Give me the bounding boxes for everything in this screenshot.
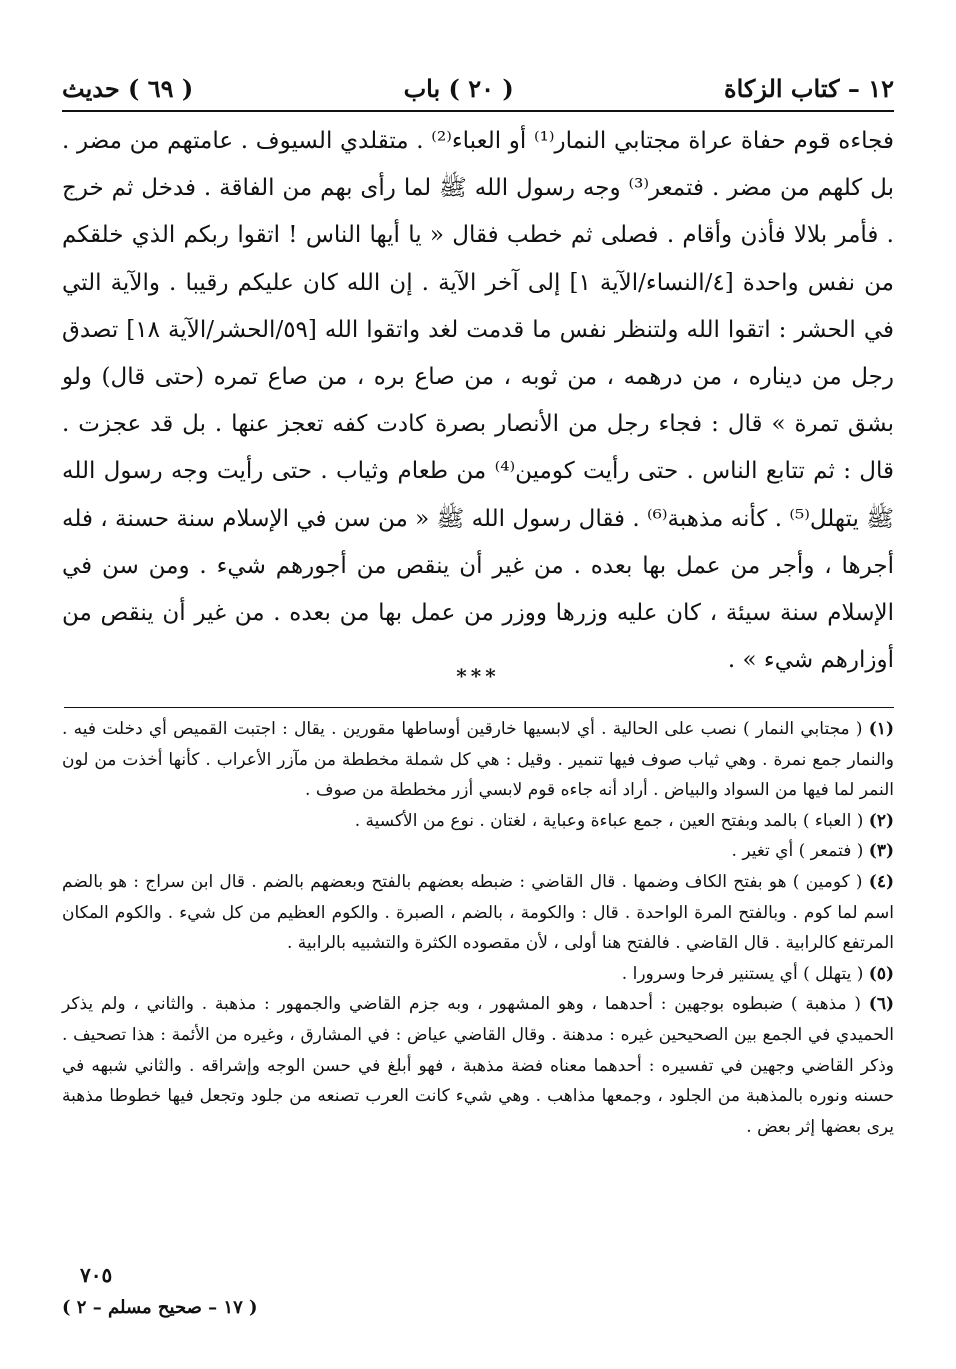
footnote [62, 989, 894, 1142]
footnote-number: (٦) [868, 994, 894, 1015]
footnote-text: ( مجتابي النمار ) نصب على الحالية . أي لابسيها خارقين أوساطها مقورين . يقال : اجتبت القميص أي دخلت فيه . والنمار جمع نمرة . وهي ثياب صوف فيها تنمير . وقيل : هي كل شملة مخططة من مآزر الأعراب . كأنها أخذت من لون النمر لما فيها من السواد والبياض . أراد أنه جاءه قوم لابسي أزر مخططة من صوف . [62, 719, 894, 801]
footnote-number: (٣) [868, 841, 894, 862]
header-book-title: ١٢ – كتاب الزكاة [724, 73, 894, 103]
footnote-text: ( فتمعر ) أي تغير . [731, 841, 864, 862]
footnote-number: (١) [868, 719, 894, 739]
section-separator: *** [456, 664, 500, 688]
hadith-paragraph: فجاءه قوم حفاة عراة مجتابي النمار⁽¹⁾ أو العباء⁽²⁾ . متقلدي السيوف . عامتهم من مضر . بل كلهم من مضر . فتمعر⁽³⁾ وجه رسول الله ﷺ لما رأى بهم من الفاقة . فدخل ثم خرج . فأمر بلالا فأذن وأقام . فصلى ثم خطب فقال « يا أيها الناس ! اتقوا ربكم الذي خلقكم من نفس واحدة [٤/النساء/الآية ١] إلى آخر الآية . إن الله كان عليكم رقيبا . والآية التي في الحشر : اتقوا الله ولتنظر نفس ما قدمت لغد واتقوا الله [٥٩/الحشر/الآية ١٨] تصدق رجل من ديناره ، من درهمه ، من ثوبه ، من صاع بره ، من صاع تمره (حتى قال) ولو بشق تمرة » قال : فجاء رجل من الأنصار بصرة كادت كفه تعجز عنها . بل قد عجزت . قال : ثم تتابع الناس . حتى رأيت كومين⁽⁴⁾ من طعام وثياب . حتى رأيت وجه رسول الله ﷺ يتهلل⁽⁵⁾ . كأنه مذهبة⁽⁶⁾ . فقال رسول الله ﷺ « من سن في الإسلام سنة حسنة ، فله أجرها ، وأجر من عمل بها بعده . من غير أن ينقص من أجورهم شيء . ومن سن في الإسلام سنة سيئة ، كان عليه وزرها ووزر من عمل بها من بعده . من غير أن ينقص من أوزارهم شيء » . [62, 128, 894, 674]
header-hadith-number: ( ٦٩ ) حديث [62, 73, 194, 103]
footnote-text: ( العباء ) بالمد وبفتح العين ، جمع عباءة وعباية ، لغتان . نوع من الأكسية . [354, 810, 864, 831]
footnote-number: (٥) [868, 963, 894, 984]
hadith-text [62, 118, 894, 684]
footnote [62, 714, 894, 806]
footnote-rule [64, 707, 894, 708]
footnote-number: (٢) [868, 810, 894, 831]
footnote-text: ( يتهلل ) أي يستنير فرحا وسرورا . [621, 963, 864, 984]
printer-signature: ( ١٧ – صحيح مسلم – ٢ ) [62, 1297, 258, 1318]
footnote [62, 836, 894, 867]
footnote-number: (٤) [868, 871, 894, 892]
footnote [62, 806, 894, 837]
footnote [62, 959, 894, 990]
header-chapter: ( ٢٠ ) باب [403, 73, 514, 103]
footnote-text: ( مذهبة ) ضبطوه بوجهين : أحدهما ، وهو المشهور ، وبه جزم القاضي والجمهور : مذهبة . والثاني ، ولم يذكر الحميدي في الجمع بين الصحيحين غيره : مدهنة . وقال القاضي عياض : في المشارق ، وغيره من الأئمة : هذا تصحيف . وذكر القاضي وجهين في تفسيره : أحدهما معناه فضة مذهبة ، فهو أبلغ في حسن الوجه وإشراقه . والثاني شبهه في حسنه ونوره بالمذهبة من الجلود ، وجمعها مذاهب . وهي شيء كانت العرب تصنعه من جلود وتجعل فيها خطوطا مذهبة يرى بعضها إثر بعض . [62, 994, 894, 1137]
footnotes [62, 714, 894, 1142]
footnote-text: ( كومين ) هو بفتح الكاف وضمها . قال القاضي : ضبطه بعضهم بالفتح وبعضهم بالضم . قال ابن سراج : هو بالضم اسم لما كوم . وبالفتح المرة الواحدة . قال : والكومة ، بالضم ، الصبرة . والكوم العظيم من كل شيء . والكوم المكان المرتفع كالرابية . قال القاضي . فالفتح هنا أولى ، لأن مقصوده الكثرة والتشبيه بالرابية . [62, 871, 894, 954]
page-number: ٧٠٥ [80, 1263, 113, 1287]
header-rule [62, 110, 894, 112]
running-header [62, 70, 894, 106]
footnote [62, 867, 894, 959]
